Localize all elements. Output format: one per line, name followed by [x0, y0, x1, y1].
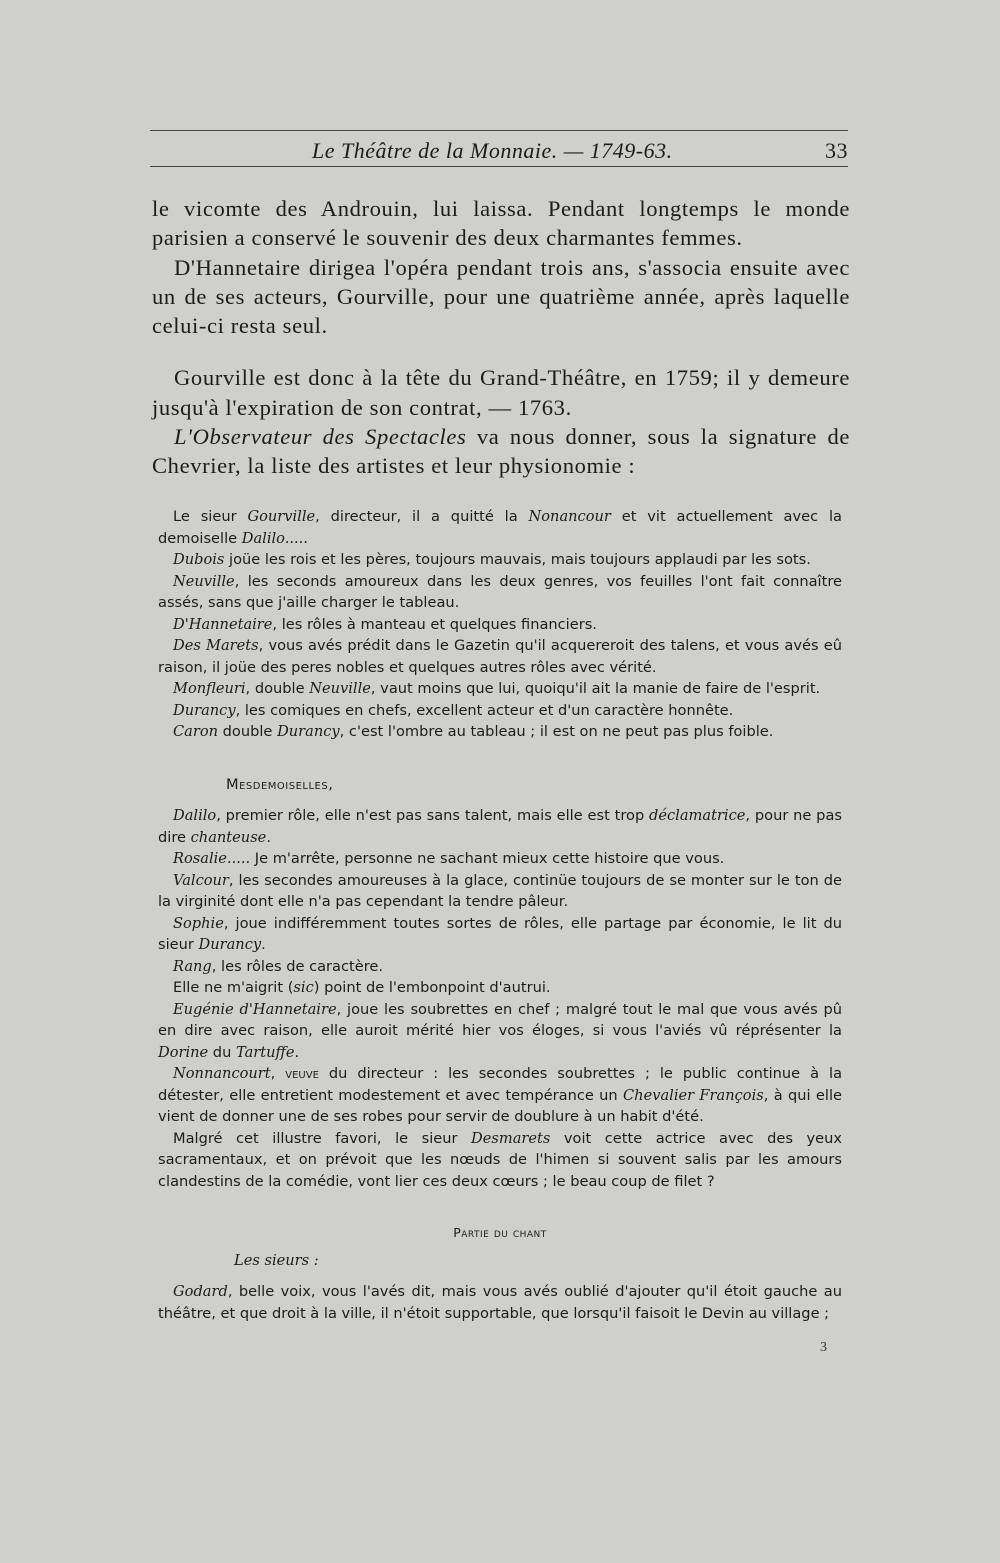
text-run: et vit actuellement avec la demoiselle	[158, 508, 842, 547]
text-run: joüe les rois et les pères, toujours mauvais, mais toujours applaudi par les sots.	[224, 551, 811, 568]
text-run: , les comiques en chefs, excellent acteur et d'un caractère honnête.	[235, 701, 734, 719]
small-caps-text: veuve	[285, 1065, 319, 1082]
quote-paragraph	[158, 956, 842, 978]
section-heading: Partie du chant	[453, 1225, 547, 1240]
quote-paragraph	[158, 614, 842, 636]
text-run: , les rôles de caractère.	[211, 957, 384, 975]
header-rule-bottom	[150, 166, 848, 167]
text-run: , directeur, il a quitté la	[315, 508, 529, 525]
text-run: .	[266, 828, 271, 846]
text-run: , belle voix, vous l'avés dit, mais vous avés oublié d'ajouter qu'il étoit gauche au théâtre, et que droit à la ville, il n'étoit supportable, que lorsqu'il faisoit le Devin au village ;	[158, 1283, 842, 1322]
paragraph: D'Hannetaire dirigea l'opéra pendant trois ans, s'associa ensuite avec un de ses acteurs, Gourville, pour une quatrième année, après laquelle celui-ci resta seul.	[152, 254, 850, 339]
text-run: , premier rôle, elle n'est pas sans talent, mais elle est trop	[216, 807, 650, 824]
italic-name: Desmarets	[471, 1129, 551, 1147]
text-run: Je m'arrête, personne ne sachant mieux cette histoire que vous.	[250, 850, 725, 867]
italic-name: Chevalier François	[623, 1086, 764, 1104]
italic-name: Neuville	[309, 680, 371, 697]
paragraph: le vicomte des Androuin, lui laissa. Pendant longtemps le monde parisien a conservé le souvenir des deux charmantes femmes.	[152, 196, 850, 251]
quote-paragraph	[158, 977, 842, 999]
quote-paragraph	[158, 848, 842, 870]
quote-paragraph	[158, 721, 842, 743]
text-run: ) point de l'embonpoint d'autrui.	[313, 979, 551, 996]
text-run: , joue indifféremment toutes sortes de rôles, elle partage par économie, le lit du sieur	[158, 914, 842, 953]
italic-name: Durancy	[198, 936, 262, 953]
italic-name: Valcour	[173, 871, 229, 889]
italic-name: Dubois	[173, 551, 225, 568]
running-title: Le Théâtre de la Monnaie. — 1749-63.	[312, 138, 673, 163]
text-run: .	[261, 936, 266, 953]
paragraph: Gourville est donc à la tête du Grand-Théâtre, en 1759; il y demeure jusqu'à l'expiration de son contrat, — 1763.	[152, 365, 850, 420]
italic-name: Rang	[173, 957, 212, 975]
quote-paragraph	[158, 1281, 842, 1324]
text-run: , les seconds amoureux dans les deux genres, vos feuilles l'ont fait connaître assés, sans que j'aille charger le tableau.	[158, 572, 842, 611]
text-run: ,	[270, 1065, 286, 1082]
text-run: , les secondes amoureuses à la glace, continüe toujours de se monter sur le ton de la virginité dont elle n'a pas cependant la tendre pâleur.	[158, 871, 842, 910]
quote-paragraph	[158, 635, 842, 678]
text-run: Malgré cet illustre favori, le sieur	[173, 1129, 472, 1147]
italic-name: Rosalie.....	[173, 850, 251, 867]
italic-name: Dorine	[158, 1043, 209, 1061]
text-run: , pour ne pas dire	[158, 807, 842, 846]
italic-name: Dalilo.....	[241, 529, 308, 547]
italic-name: déclamatrice	[649, 807, 746, 824]
italic-name: sic	[293, 979, 314, 996]
text-run: , les rôles à manteau et quelques financiers.	[272, 615, 597, 633]
italic-name: Caron	[173, 723, 219, 740]
italic-name: Tartuffe	[235, 1043, 295, 1061]
quote-paragraph	[158, 870, 842, 913]
italic-name: D'Hannetaire	[173, 615, 273, 633]
text-run: , vaut moins que lui, quoiqu'il ait la manie de faire de l'esprit.	[370, 680, 821, 697]
subheading: Les sieurs :	[234, 1251, 319, 1269]
text-run: , joue les soubrettes en chef ; malgré tout le mal que vous avés pû en dire avec raison, elle auroit mérité hier vos éloges, si vous l'aviés vû réprésenter la	[158, 1000, 842, 1039]
quote-paragraph	[158, 700, 842, 722]
quote-paragraph	[158, 571, 842, 614]
text-run: du	[208, 1043, 236, 1061]
text-run: du directeur : les secondes soubrettes ; le public continue à la détester, elle entretient modestement et avec tempérance un	[158, 1065, 843, 1104]
text-run: , c'est l'ombre au tableau ; il est on ne peut pas plus foible.	[339, 723, 774, 740]
text-run: Le sieur	[173, 508, 248, 525]
signature-mark: 3	[820, 1340, 827, 1355]
quote-paragraph	[158, 1063, 842, 1128]
text-run: Elle ne m'aigrit (	[173, 979, 294, 996]
italic-name: Durancy	[173, 701, 236, 719]
italic-name: Godard	[173, 1283, 228, 1300]
italic-name: Neuville	[173, 572, 235, 590]
text-run: voit cette actrice avec des yeux sacramentaux, et on prévoit que les nœuds de l'himen si souvent salis par les amours clandestins de la comédie, vont lier ces deux cœurs ; le beau coup de filet ?	[158, 1129, 842, 1190]
quote-paragraph	[158, 678, 842, 700]
quote-paragraph	[158, 999, 842, 1064]
quote-paragraph	[158, 506, 842, 549]
page-number: 33	[825, 138, 848, 163]
italic-name: Des Marets	[173, 637, 259, 654]
paragraph-text: va nous donner, sous la signature de Chevrier, la liste des artistes et leur physionomie :	[152, 424, 850, 479]
quote-paragraph	[158, 549, 842, 571]
text-run: .	[294, 1043, 300, 1061]
italic-name: Monfleuri	[173, 680, 246, 697]
italic-name: Sophie	[173, 914, 224, 932]
text-run: , vous avés prédit dans le Gazetin qu'il acquereroit des talens, et vous avés eû raison, il joüe des peres nobles et quelques autres rôles avec vérité.	[158, 637, 843, 676]
paragraph	[152, 422, 850, 481]
italic-name: Eugénie d'Hannetaire	[173, 1000, 337, 1018]
italic-name: Gourville	[247, 508, 316, 525]
italic-name: Nonnancourt	[173, 1065, 271, 1082]
quote-paragraph	[158, 1128, 842, 1193]
text-run: , double	[245, 680, 310, 697]
italic-name: Durancy	[277, 723, 340, 740]
quoted-passage	[158, 506, 842, 1324]
text-run: , à qui elle vient de donner une de ses robes pour servir de doublure à un habit d'été.	[158, 1086, 842, 1125]
section-heading: Mesdemoiselles,	[226, 775, 334, 793]
italic-name: Nonancour	[528, 508, 611, 525]
italic-name: Dalilo	[173, 807, 217, 824]
quote-paragraph	[158, 805, 842, 848]
text-run: double	[218, 723, 278, 740]
italic-name: chanteuse	[190, 828, 267, 846]
quote-paragraph	[158, 913, 842, 956]
italic-title: L'Observateur des Spectacles	[174, 424, 467, 450]
header-rule-top	[150, 130, 848, 131]
body-text	[152, 194, 850, 481]
